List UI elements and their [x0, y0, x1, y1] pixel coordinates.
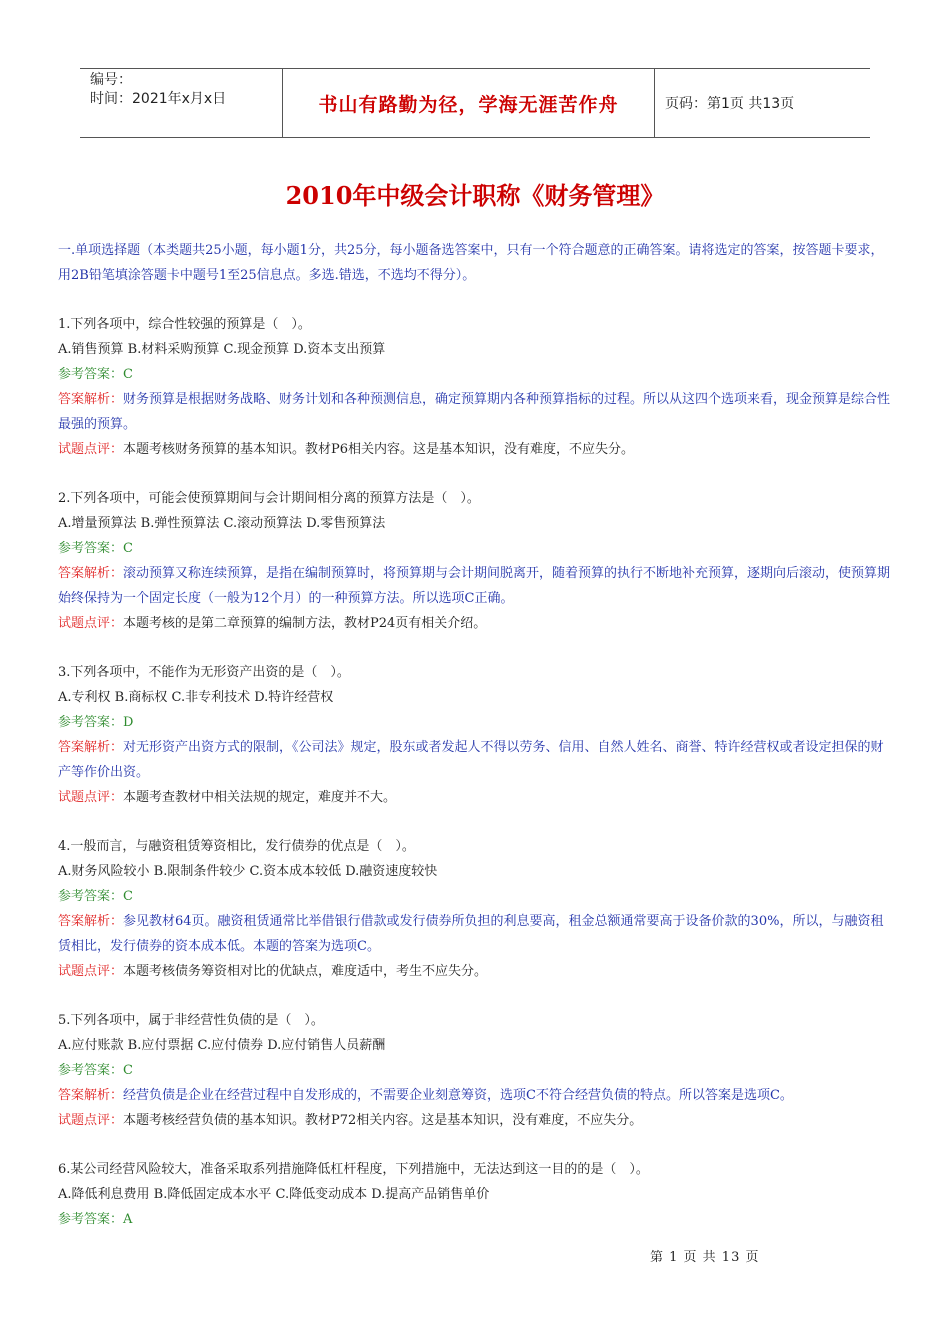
answer-line [58, 884, 894, 909]
page-footer: 第 1 页 共 13 页 [650, 1250, 760, 1265]
explanation-text: 滚动预算又称连续预算，是指在编制预算时，将预算期与会计期间脱离开，随着预算的执行不断地补充预算，逐期向后滚动，使预算期始终保持为一个固定长度（一般为12个月）的一种预算方法。所以选项C正确。 [58, 566, 891, 606]
answer-line [58, 536, 894, 561]
answer-label: 参考答案： [58, 889, 124, 904]
answer-label: 参考答案： [58, 715, 124, 730]
comment-label: 试题点评： [58, 442, 124, 457]
answer-value: C [123, 1063, 133, 1078]
section-intro: 一.单项选择题（本类题共25小题，每小题1分，共25分，每小题备选答案中，只有一个符合题意的正确答案。请将选定的答案，按答题卡要求，用2B铅笔填涂答题卡中题号1至25信息点。多选.错选，不选均不得分）。 [58, 243, 884, 283]
comment-line [58, 611, 894, 636]
comment-line [58, 1108, 894, 1133]
comment-text: 本题考核财务预算的基本知识。教材P6相关内容。这是基本知识，没有难度，不应失分。 [123, 442, 635, 457]
explanation-text: 财务预算是根据财务战略、财务计划和各种预测信息，确定预算期内各种预算指标的过程。所以从这四个选项来看，现金预算是综合性最强的预算。 [58, 392, 891, 432]
document-body [58, 238, 894, 1256]
answer-label: 参考答案： [58, 1212, 124, 1227]
question-stem: 2.下列各项中，可能会使预算期间与会计期间相分离的预算方法是（ ）。 [58, 491, 480, 506]
explanation-text: 参见教材64页。融资租赁通常比举借银行借款或发行债券所负担的利息要高，租金总额通常要高于设备价款的30%，所以，与融资租赁相比，发行债券的资本成本低。本题的答案为选项C。 [58, 914, 884, 954]
question-stem: 1.下列各项中，综合性较强的预算是（ ）。 [58, 317, 311, 332]
header-meta [80, 69, 282, 137]
comment-label: 试题点评： [58, 1113, 124, 1128]
question-options: A.增量预算法 B.弹性预算法 C.滚动预算法 D.零售预算法 [58, 516, 386, 531]
explanation-text: 对无形资产出资方式的限制，《公司法》规定，股东或者发起人不得以劳务、信用、自然人姓名、商誉、特许经营权或者设定担保的财产等作价出资。 [58, 740, 884, 780]
explanation-label: 答案解析： [58, 392, 124, 407]
answer-label: 参考答案： [58, 367, 124, 382]
comment-text: 本题考核债务筹资相对比的优缺点，难度适中，考生不应失分。 [123, 964, 488, 979]
question-stem: 5.下列各项中，属于非经营性负债的是（ ）。 [58, 1013, 324, 1028]
answer-label: 参考答案： [58, 541, 124, 556]
doc-date: 时间：2021年x月x日 [90, 91, 227, 107]
explanation-text: 经营负债是企业在经营过程中自发形成的，不需要企业刻意筹资，选项C不符合经营负债的特点。所以答案是选项C。 [123, 1088, 793, 1103]
explanation-label: 答案解析： [58, 740, 124, 755]
question-options: A.专利权 B.商标权 C.非专利技术 D.特许经营权 [58, 690, 334, 705]
explanation-line [58, 561, 894, 611]
question-5 [58, 1008, 894, 1133]
header-page-info: 页码：第1页 共13页 [665, 96, 795, 112]
explanation-line [58, 387, 894, 437]
question-4 [58, 834, 894, 984]
comment-text: 本题考核经营负债的基本知识。教材P72相关内容。这是基本知识，没有难度，不应失分。 [123, 1113, 643, 1128]
answer-value: C [123, 889, 133, 904]
question-options: A.应付账款 B.应付票据 C.应付债券 D.应付销售人员薪酬 [58, 1038, 386, 1053]
question-options: A.财务风险较小 B.限制条件较少 C.资本成本较低 D.融资速度较快 [58, 864, 438, 879]
question-2 [58, 486, 894, 636]
question-1 [58, 312, 894, 462]
answer-line [58, 710, 894, 735]
answer-line [58, 1207, 894, 1232]
comment-text: 本题考查教材中相关法规的规定，难度并不大。 [123, 790, 397, 805]
answer-line [58, 1058, 894, 1083]
explanation-line [58, 1083, 894, 1108]
document-title: 2010年中级会计职称《财务管理》 [285, 181, 665, 210]
question-stem: 4.一般而言，与融资租赁筹资相比，发行债券的优点是（ ）。 [58, 839, 415, 854]
explanation-label: 答案解析： [58, 1088, 124, 1103]
question-6 [58, 1157, 894, 1232]
comment-label: 试题点评： [58, 964, 124, 979]
question-stem: 3.下列各项中，不能作为无形资产出资的是（ ）。 [58, 665, 350, 680]
question-options: A.降低利息费用 B.降低固定成本水平 C.降低变动成本 D.提高产品销售单价 [58, 1187, 490, 1202]
answer-value: A [123, 1212, 133, 1227]
explanation-line [58, 735, 894, 785]
header-motto: 书山有路勤为径，学海无涯苦作舟 [282, 69, 655, 137]
answer-value: C [123, 541, 133, 556]
question-options: A.销售预算 B.材料采购预算 C.现金预算 D.资本支出预算 [58, 342, 386, 357]
explanation-line [58, 909, 894, 959]
comment-text: 本题考核的是第二章预算的编制方法，教材P24页有相关介绍。 [123, 616, 487, 631]
answer-line [58, 362, 894, 387]
explanation-label: 答案解析： [58, 914, 124, 929]
answer-label: 参考答案： [58, 1063, 124, 1078]
answer-value: D [123, 715, 134, 730]
comment-line [58, 785, 894, 810]
explanation-label: 答案解析： [58, 566, 124, 581]
doc-number-label: 编号： [90, 72, 132, 88]
question-3 [58, 660, 894, 810]
question-stem: 6.某公司经营风险较大，准备采取系列措施降低杠杆程度，下列措施中，无法达到这一目的的是（ ）。 [58, 1162, 649, 1177]
comment-label: 试题点评： [58, 790, 124, 805]
comment-label: 试题点评： [58, 616, 124, 631]
comment-line [58, 959, 894, 984]
comment-line [58, 437, 894, 462]
header-table [80, 68, 870, 138]
answer-value: C [123, 367, 133, 382]
